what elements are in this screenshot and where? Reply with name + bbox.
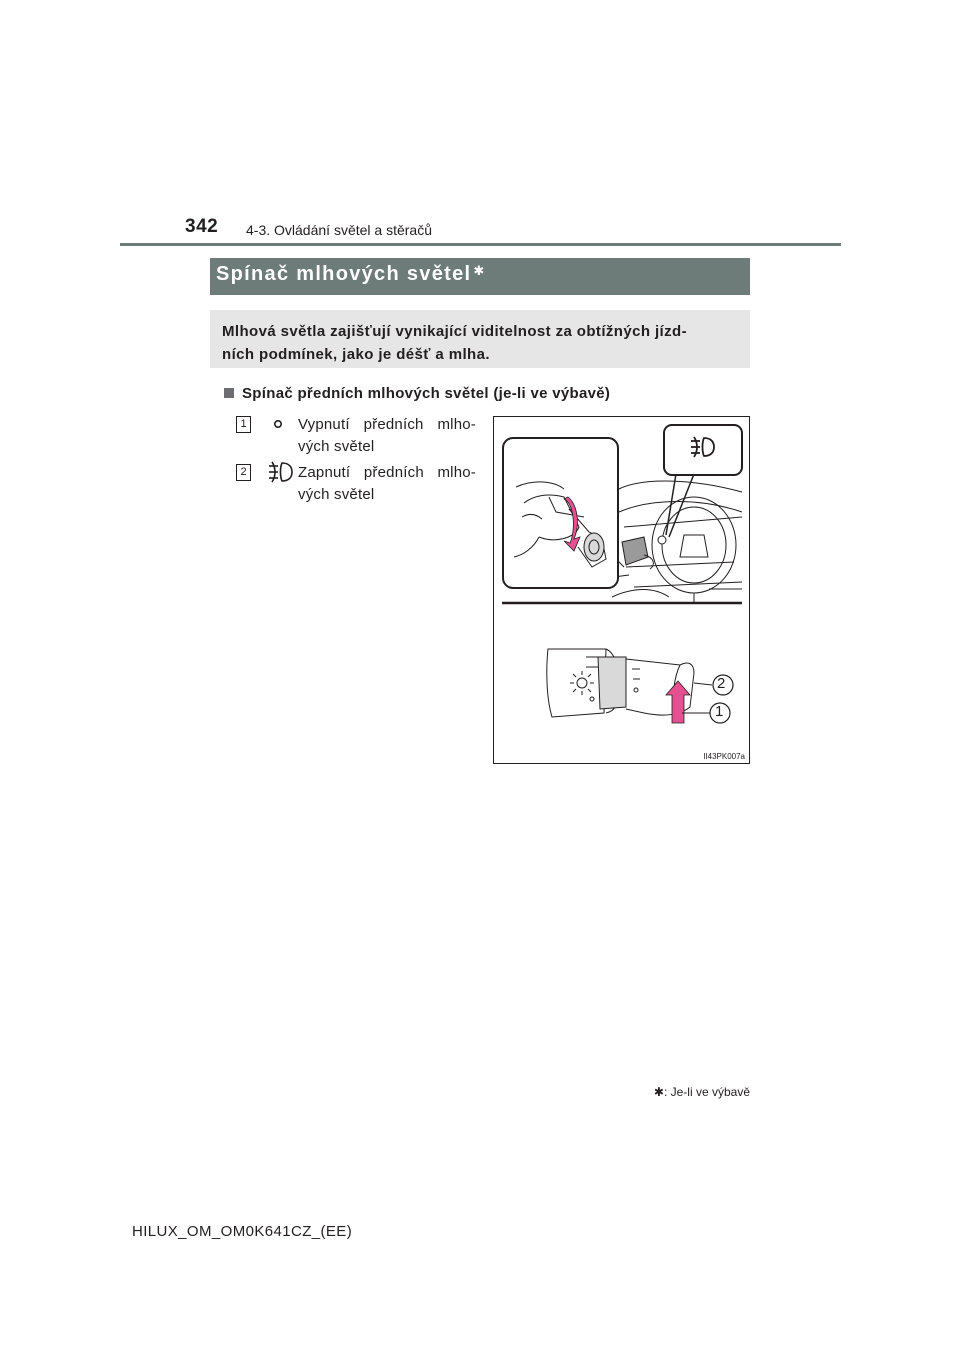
item-text-line-2: vých světel [298, 438, 375, 455]
figure-code: II43PK007a [703, 752, 745, 761]
footnote [613, 1085, 750, 1099]
item-text-line-2: vých světel [298, 486, 375, 503]
subsection-heading [224, 385, 610, 402]
item-number-badge: 1 [236, 416, 251, 433]
page-number: 342 [185, 216, 219, 237]
subsection-heading-text: Spínač předních mlhových světel (je-li ve výbavě) [242, 385, 611, 402]
page-title-text: Spínač mlhových světel [216, 263, 472, 285]
callout-label-2: 2 [717, 675, 726, 692]
intro-line-2: ních podmínek, jako je déšť a mlha. [222, 346, 490, 363]
intro-box [210, 310, 750, 368]
fog-light-switch-illustration [493, 416, 750, 764]
optional-equipment-marker: ✱ [473, 263, 486, 278]
footnote-marker: ✱ [653, 1085, 664, 1099]
up-arrow-icon [666, 681, 690, 723]
section-title: 4-3. Ovládání světel a stěračů [246, 222, 432, 238]
intro-line-1: Mlhová světla zajišťují vynikající viditelnost za obtížných jízd- [222, 323, 687, 340]
item-number-badge: 2 [236, 464, 251, 481]
off-circle-icon [266, 414, 294, 436]
header-rule [120, 243, 841, 246]
illustration-drawing [494, 417, 751, 765]
page-title [210, 258, 750, 295]
square-bullet-icon [224, 388, 234, 398]
callout-label-1: 1 [715, 703, 724, 720]
item-text-line-1: Zapnutí předních mlho- [298, 464, 476, 481]
front-fog-light-icon [266, 462, 294, 484]
footnote-text: : Je-li ve výbavě [663, 1085, 750, 1099]
document-id: HILUX_OM_OM0K641CZ_(EE) [132, 1223, 353, 1240]
dashboard-scene [612, 481, 742, 602]
item-text-line-1: Vypnutí předních mlho- [298, 416, 476, 433]
